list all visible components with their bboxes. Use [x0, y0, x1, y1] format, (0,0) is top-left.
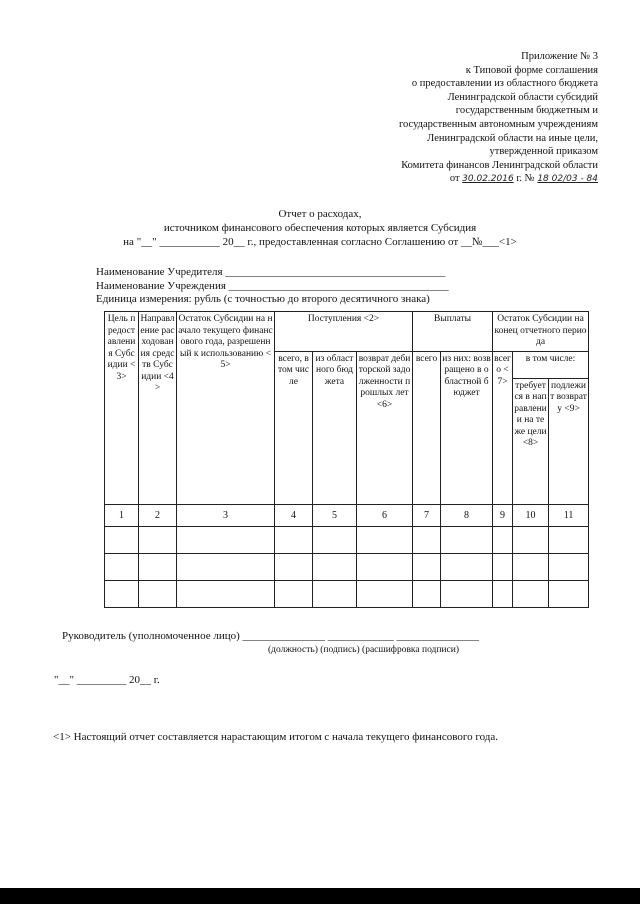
table-cell[interactable] — [313, 581, 357, 608]
header-total-receipts: всего, в том числе — [275, 351, 313, 504]
table-cell[interactable] — [513, 554, 549, 581]
table-cell[interactable] — [441, 554, 493, 581]
col-number: 3 — [177, 504, 275, 527]
column-numbers-row — [105, 504, 589, 527]
title-line-2: источником финансового обеспечения которых является Субсидия — [163, 222, 477, 234]
table-cell[interactable] — [139, 527, 177, 554]
table-cell[interactable] — [413, 554, 441, 581]
table-cell[interactable] — [549, 527, 589, 554]
table-cell[interactable] — [105, 527, 139, 554]
table-cell[interactable] — [275, 581, 313, 608]
col-number: 10 — [513, 504, 549, 527]
col-number: 7 — [413, 504, 441, 527]
header-return-debt: возврат дебиторской задолженности прошлых лет <6> — [357, 351, 413, 504]
header-row-1 — [105, 312, 589, 352]
table-cell[interactable] — [549, 581, 589, 608]
table-cell[interactable] — [493, 581, 513, 608]
table-cell[interactable] — [441, 581, 493, 608]
annex-date-line — [399, 172, 598, 187]
annex-line: государственным бюджетным и — [455, 105, 598, 117]
header-total-balance: всего <7> — [493, 351, 513, 504]
annex-date-prefix: от — [449, 173, 460, 185]
annex-date-handwritten: 30.02.2016 — [462, 174, 514, 185]
annex-number-handwritten: 18 02/03 - 84 — [537, 174, 598, 185]
table-cell[interactable] — [413, 527, 441, 554]
col-number: 11 — [549, 504, 589, 527]
annex-line: Ленинградской области субсидий — [447, 91, 598, 103]
report-table — [104, 311, 589, 608]
table-cell[interactable] — [413, 581, 441, 608]
table-cell[interactable] — [513, 527, 549, 554]
table-cell[interactable] — [357, 554, 413, 581]
title-line-1: Отчет о расходах, — [278, 208, 362, 220]
annex-line: Комитета финансов Ленинградской области — [401, 159, 598, 171]
signature-line: Руководитель (уполномоченное лицо) _______________ ____________ _______________ — [62, 630, 480, 642]
report-title — [0, 207, 640, 249]
signature-caption: (должность) (подпись) (расшифровка подписи) — [268, 645, 460, 655]
header-receipts: Поступления <2> — [275, 312, 413, 352]
table-cell[interactable] — [139, 581, 177, 608]
annex-date-mid: г. № — [516, 173, 535, 185]
header-to-return: подлежит возврату <9> — [549, 378, 589, 504]
table-cell[interactable] — [493, 554, 513, 581]
annex-line: государственным автономным учреждениям — [398, 118, 598, 130]
table-cell[interactable] — [313, 554, 357, 581]
header-required: требуется в направлении на те же цели <8> — [513, 378, 549, 504]
table-cell[interactable] — [275, 527, 313, 554]
title-line-3: на "__" ___________ 20__ г., предоставленная согласно Соглашению от __№___<1> — [123, 236, 517, 248]
annex-line: Ленинградской области на иные цели, — [427, 132, 598, 144]
table-cell[interactable] — [513, 581, 549, 608]
col-number: 9 — [493, 504, 513, 527]
table-cell[interactable] — [177, 527, 275, 554]
table-cell[interactable] — [313, 527, 357, 554]
annex-line: утвержденной приказом — [489, 146, 598, 158]
table-cell[interactable] — [177, 554, 275, 581]
table-cell[interactable] — [105, 554, 139, 581]
table-cell[interactable] — [139, 554, 177, 581]
header-fields — [96, 266, 449, 307]
header-purpose: Цель предоставления Субсидии <3> — [105, 312, 139, 505]
col-number: 8 — [441, 504, 493, 527]
date-line: "__" _________ 20__ г. — [54, 674, 160, 686]
header-direction: Направление расходования средств Субсидии <4> — [139, 312, 177, 505]
header-including: в том числе: — [513, 351, 589, 378]
footnote: <1> Настоящий отчет составляется нарастающим итогом с начала текущего финансового года. — [53, 731, 499, 743]
unit-field: Единица измерения: рубль (с точностью до второго десятичного знака) — [96, 293, 430, 305]
col-number: 4 — [275, 504, 313, 527]
table-cell[interactable] — [441, 527, 493, 554]
table-row — [105, 554, 589, 581]
col-number: 1 — [105, 504, 139, 527]
table-cell[interactable] — [177, 581, 275, 608]
col-number: 2 — [139, 504, 177, 527]
table-cell[interactable] — [357, 527, 413, 554]
table-cell[interactable] — [493, 527, 513, 554]
table-cell[interactable] — [549, 554, 589, 581]
annex-line: о предоставлении из областного бюджета — [411, 78, 598, 90]
founder-field: Наименование Учредителя ________________________________________ — [96, 266, 446, 278]
annex-line: Приложение № 3 — [521, 51, 598, 62]
table-cell[interactable] — [357, 581, 413, 608]
table-row — [105, 527, 589, 554]
header-regional-budget: из областного бюджета — [313, 351, 357, 504]
header-returned-to-budget: из них: возвращено в областной бюджет — [441, 351, 493, 504]
institution-field: Наименование Учреждения ________________________________________ — [96, 279, 449, 292]
col-number: 6 — [357, 504, 413, 527]
annex-line: к Типовой форме соглашения — [465, 64, 598, 76]
col-number: 5 — [313, 504, 357, 527]
annex-block — [399, 50, 598, 187]
header-balance-start: Остаток Субсидии на начало текущего финансового года, разрешенный к использованию <5> — [177, 312, 275, 505]
table-cell[interactable] — [275, 554, 313, 581]
table-row — [105, 581, 589, 608]
header-balance-end: Остаток Субсидии на конец отчетного периода — [493, 312, 589, 352]
header-payments: Выплаты — [413, 312, 493, 352]
header-total-payments: всего — [413, 351, 441, 504]
scan-edge-bar — [0, 888, 640, 904]
table-cell[interactable] — [105, 581, 139, 608]
